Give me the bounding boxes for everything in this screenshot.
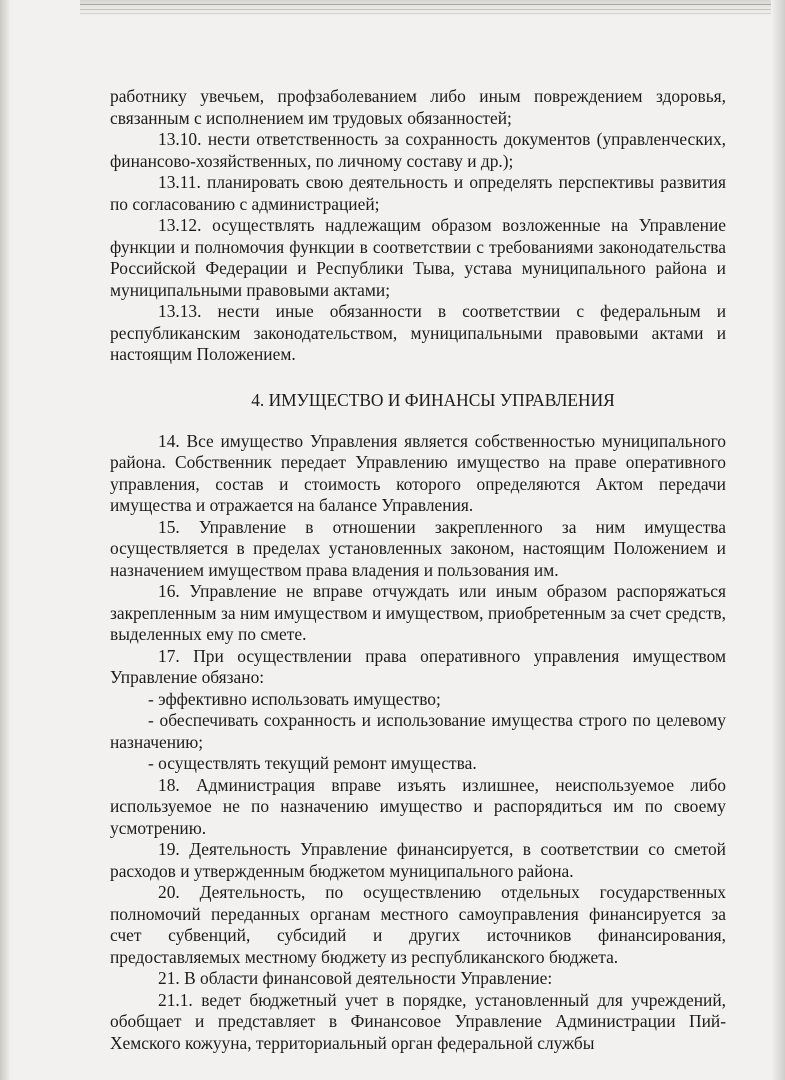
- paragraph-21: 21. В области финансовой деятельности Управление:: [158, 968, 553, 988]
- paragraph-21-1: 21.1. ведет бюджетный учет в порядке, установленный для учреждений, обобщает и представляет в Финансовое Управление Администрации Пий-Хемского кожууна, территориальный орган федеральной службы: [110, 989, 726, 1053]
- document-page: [110, 86, 726, 1054]
- paragraph-19: 19. Деятельность Управление финансируется, в соответствии со сметой расходов и утвержденным бюджетом муниципального района.: [110, 839, 726, 881]
- paragraph-continuation: работнику увечьем, профзаболеванием либо иным повреждением здоровья, связанным с исполнением им трудовых обязанностей;: [110, 86, 726, 128]
- paragraphs-top: [110, 86, 726, 366]
- paragraph-13-12: 13.12. осуществлять надлежащим образом возложенные на Управление функции и полномочия функции в соответствии с требованиями законодательства Российской Федерации и Республики Тыва, устава муниципального района и муниципальными правовыми актами;: [110, 215, 726, 300]
- paragraphs-bottom: [110, 431, 726, 1055]
- list-item: - осуществлять текущий ремонт имущества.: [148, 753, 477, 773]
- paragraph-16: 16. Управление не вправе отчуждать или иным образом распоряжаться закрепленным за ним имуществом и имуществом, приобретенным за счет средств, выделенных ему по смете.: [110, 581, 726, 644]
- scan-edge-left: [0, 0, 10, 1080]
- paragraph-18: 18. Администрация вправе изъять излишнее, неиспользуемое либо используемое не по назначению имущество и распорядиться им по своему усмотрению.: [110, 774, 726, 838]
- paper-edge-line: [80, 9, 785, 10]
- paragraph-14: 14. Все имущество Управления является собственностью муниципального района. Собственник передает Управлению имущество на праве оперативного управления, состав и стоимость которого определяются Актом передачи имущества и отражается на балансе Управления.: [110, 430, 726, 515]
- paragraph-15: 15. Управление в отношении закрепленного за ним имущества осуществляется в пределах установленных законом, настоящим Положением и назначением имуществом права владения и пользования им.: [110, 516, 726, 580]
- scan-edge-right: [771, 0, 785, 1080]
- paragraph-20: 20. Деятельность, по осуществлению отдельных государственных полномочий переданных органам местного самоуправления финансируется за счет субвенций, субсидий и других источников финансирования, предоставляемых местному бюджету из республиканского бюджета.: [110, 882, 726, 967]
- scan-edge-top: [80, 0, 785, 18]
- list-item: - обеспечивать сохранность и использование имущества строго по целевому назначению;: [110, 710, 726, 752]
- paper-edge-line: [80, 13, 785, 14]
- paper-edge-line: [80, 4, 785, 5]
- paragraph-13-13: 13.13. нести иные обязанности в соответствии с федеральным и республиканским законодательством, муниципальными правовыми актами и настоящим Положением.: [110, 301, 726, 364]
- paragraph-13-11: 13.11. планировать свою деятельность и определять перспективы развития по согласованию с администрацией;: [110, 172, 726, 214]
- section-title: 4. ИМУЩЕСТВО И ФИНАНСЫ УПРАВЛЕНИЯ: [251, 389, 615, 410]
- paragraph-17: 17. При осуществлении права оперативного управления имуществом Управление обязано:: [110, 645, 726, 687]
- paragraph-13-10: 13.10. нести ответственность за сохранность документов (управленческих, финансово-хозяйственных, по личному составу и др.);: [110, 129, 726, 171]
- list-item: - эффективно использовать имущество;: [148, 688, 441, 709]
